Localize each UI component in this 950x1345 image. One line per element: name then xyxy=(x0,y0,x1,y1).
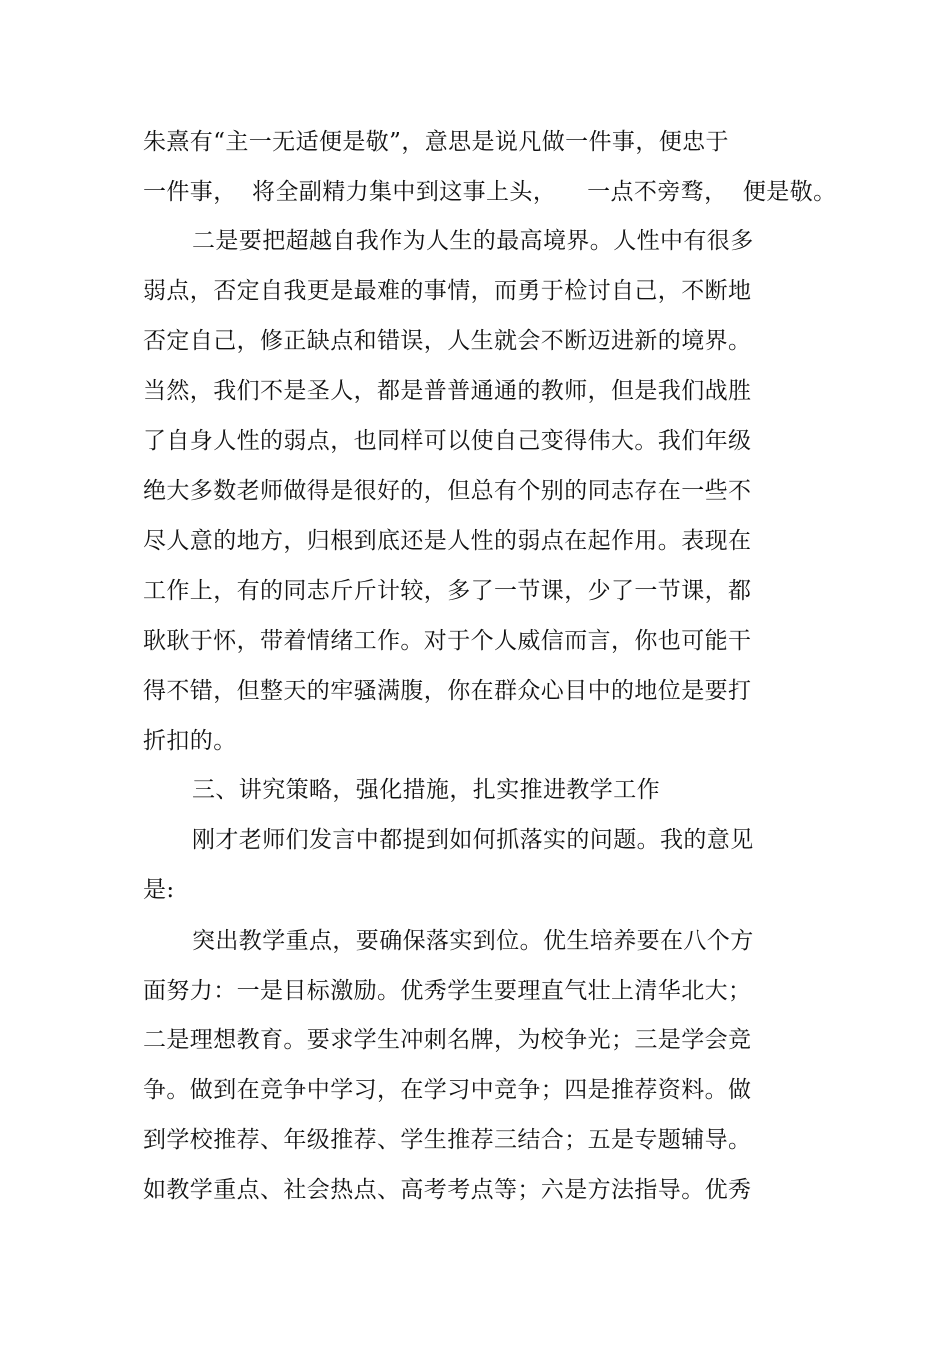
text-line: 一件事， 将全副精力集中到这事上头， 一点不旁骛， 便是敬。 xyxy=(143,179,837,205)
text-line: 当然，我们不是圣人，都是普普通通的教师，但是我们战胜 xyxy=(143,378,752,404)
text-line: 耿耿于怀，带着情绪工作。对于个人威信而言，你也可能干 xyxy=(143,628,752,654)
text-line: 否定自己，修正缺点和错误，人生就会不断迈进新的境界。 xyxy=(143,328,752,354)
text-line: 争。做到在竞争中学习，在学习中竞争；四是推荐资料。做 xyxy=(143,1077,752,1103)
text-line: 二是理想教育。要求学生冲刺名牌，为校争光；三是学会竞 xyxy=(143,1027,752,1053)
text-line: 弱点，否定自我更是最难的事情，而勇于检讨自己，不断地 xyxy=(143,278,752,304)
paragraph-start-line: 突出教学重点，要确保落实到位。优生培养要在八个方 xyxy=(192,928,754,954)
text-line: 工作上，有的同志斤斤计较，多了一节课，少了一节课，都 xyxy=(143,578,752,604)
text-line: 得不错，但整天的牢骚满腹，你在群众心目中的地位是要打 xyxy=(143,678,752,704)
text-line: 了自身人性的弱点，也同样可以使自己变得伟大。我们年级 xyxy=(143,428,752,454)
text-line: 绝大多数老师做得是很好的，但总有个别的同志存在一些不 xyxy=(143,478,752,504)
text-line: 如教学重点、社会热点、高考考点等；六是方法指导。优秀 xyxy=(143,1177,752,1203)
section-heading: 三、讲究策略，强化措施，扎实推进教学工作 xyxy=(192,777,660,803)
text-line: 朱熹有“主一无适便是敬”，意思是说凡做一件事，便忠于 xyxy=(143,129,729,155)
text-line: 面努力：一是目标激励。优秀学生要理直气壮上清华北大； xyxy=(143,978,752,1004)
text-line: 是: xyxy=(143,877,175,903)
paragraph-start-line: 刚才老师们发言中都提到如何抓落实的问题。我的意见 xyxy=(192,827,754,853)
text-line: 到学校推荐、年级推荐、学生推荐三结合；五是专题辅导。 xyxy=(143,1127,752,1153)
text-line: 尽人意的地方，归根到底还是人性的弱点在起作用。表现在 xyxy=(143,528,752,554)
paragraph-start-line: 二是要把超越自我作为人生的最高境界。人性中有很多 xyxy=(192,228,754,254)
text-line: 折扣的。 xyxy=(143,728,237,754)
